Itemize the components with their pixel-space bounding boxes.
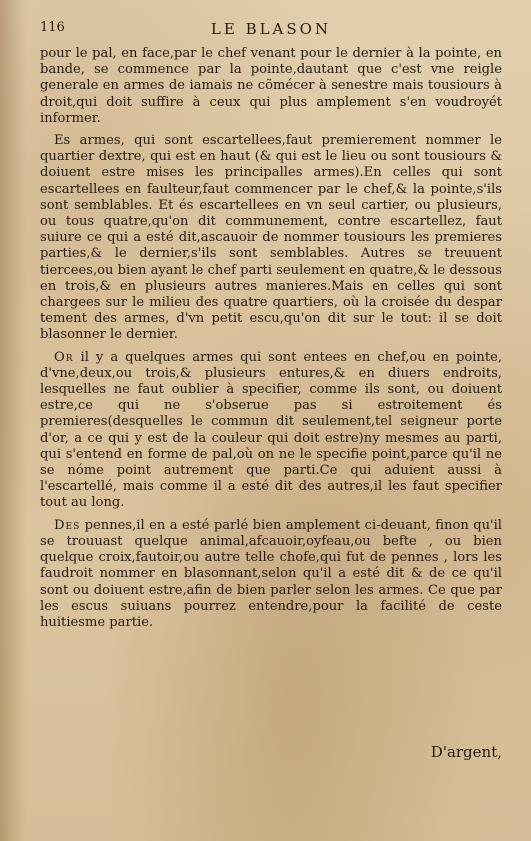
paragraph-3: [40, 350, 502, 512]
running-title: LE BLASON: [210, 20, 332, 38]
running-head: [40, 20, 502, 42]
paragraph-3-text: il y a quelques armes qui sont entees en chef,ou en pointe, d'vne,deux,ou trois,& plusieurs entures,& en diuers endroits, lesquelles ne faut oublier à specifier, comme ils sont, ou doiuent estre,ce qui ne s'obserue pas si estroitement és premieres(desquelles le commun dit seulement,tel seigneur porte d'or, a ce qui y est de la couleur qui doit estre)ny mesmes au parti, qui s'entend en forme de pal,où on ne le specifie point,parce qu'il ne se nóme point autrement que parti.Ce qui aduient aussi à l'escartellé, mais comme il a esté dit des autres,il les faut specifier tout au long.: [40, 349, 502, 511]
paragraph-4-lead: Des: [54, 517, 81, 533]
paragraph-2: [40, 133, 502, 344]
paragraph-1: [40, 46, 502, 127]
paragraph-3-lead: Or: [54, 349, 74, 365]
paragraph-4-text: pennes,il en a esté parlé bien amplement ci-deuant, finon qu'il se trouuast quelque animal,afcauoir,oyfeau,ou befte , ou bien quelque croix,fautoir,ou autre telle chofe,qui fut de pennes , lors les faudroit nommer en blasonnant,selon qu'il a esté dit & de ce qu'il sont ou doiuent estre,afin de bien parler selon les armes. Ce que par les escus suiuans pourrez entendre,pour la facilité de ceste huitiesme partie.: [40, 517, 502, 630]
body-text: [40, 46, 502, 637]
paragraph-2-text: Es armes, qui sont escartellees,faut premierement nommer le quartier dextre, qui est en haut (& qui est le lieu ou sont tousiours & doiuent estre mises les principalles armes).En celles qui sont escartellees en faulteur,faut commencer par le chef,& la pointe,s'ils sont semblables. Et és escartellees en vn seul cartier, ou plusieurs, ou tous quatre,qu'on dit communement, contre escartellez, faut suiure ce qui a esté dit,ascauoir de nommer tousiours les premieres parties,& le dernier,s'ils sont semblables. Autres se treuuent tiercees,ou bien ayant le chef parti seulement en quatre,& le dessous en trois,& en plusieurs autres manieres.Mais en celles qui sont chargees sur le milieu des quatre quartiers, où la croisée du despar tement des armes, d'vn petit escu,qu'on dit sur le tout: il se doit blasonner le dernier.: [40, 133, 502, 343]
catchword: D'argent,: [430, 743, 502, 761]
paragraph-4: [40, 518, 502, 631]
page-number: 116: [40, 20, 65, 35]
page-gutter-shadow: [0, 0, 26, 841]
paragraph-1-text: pour le pal, en face,par le chef venant pour le dernier à la pointe, en bande, se commence par la pointe,dautant que c'est vne reigle generale en armes de iamais ne cõmécer à senestre mais tousiours à droit,qui doit suffire à ceux qui plus amplement s'en voudroyét informer.: [40, 46, 502, 126]
